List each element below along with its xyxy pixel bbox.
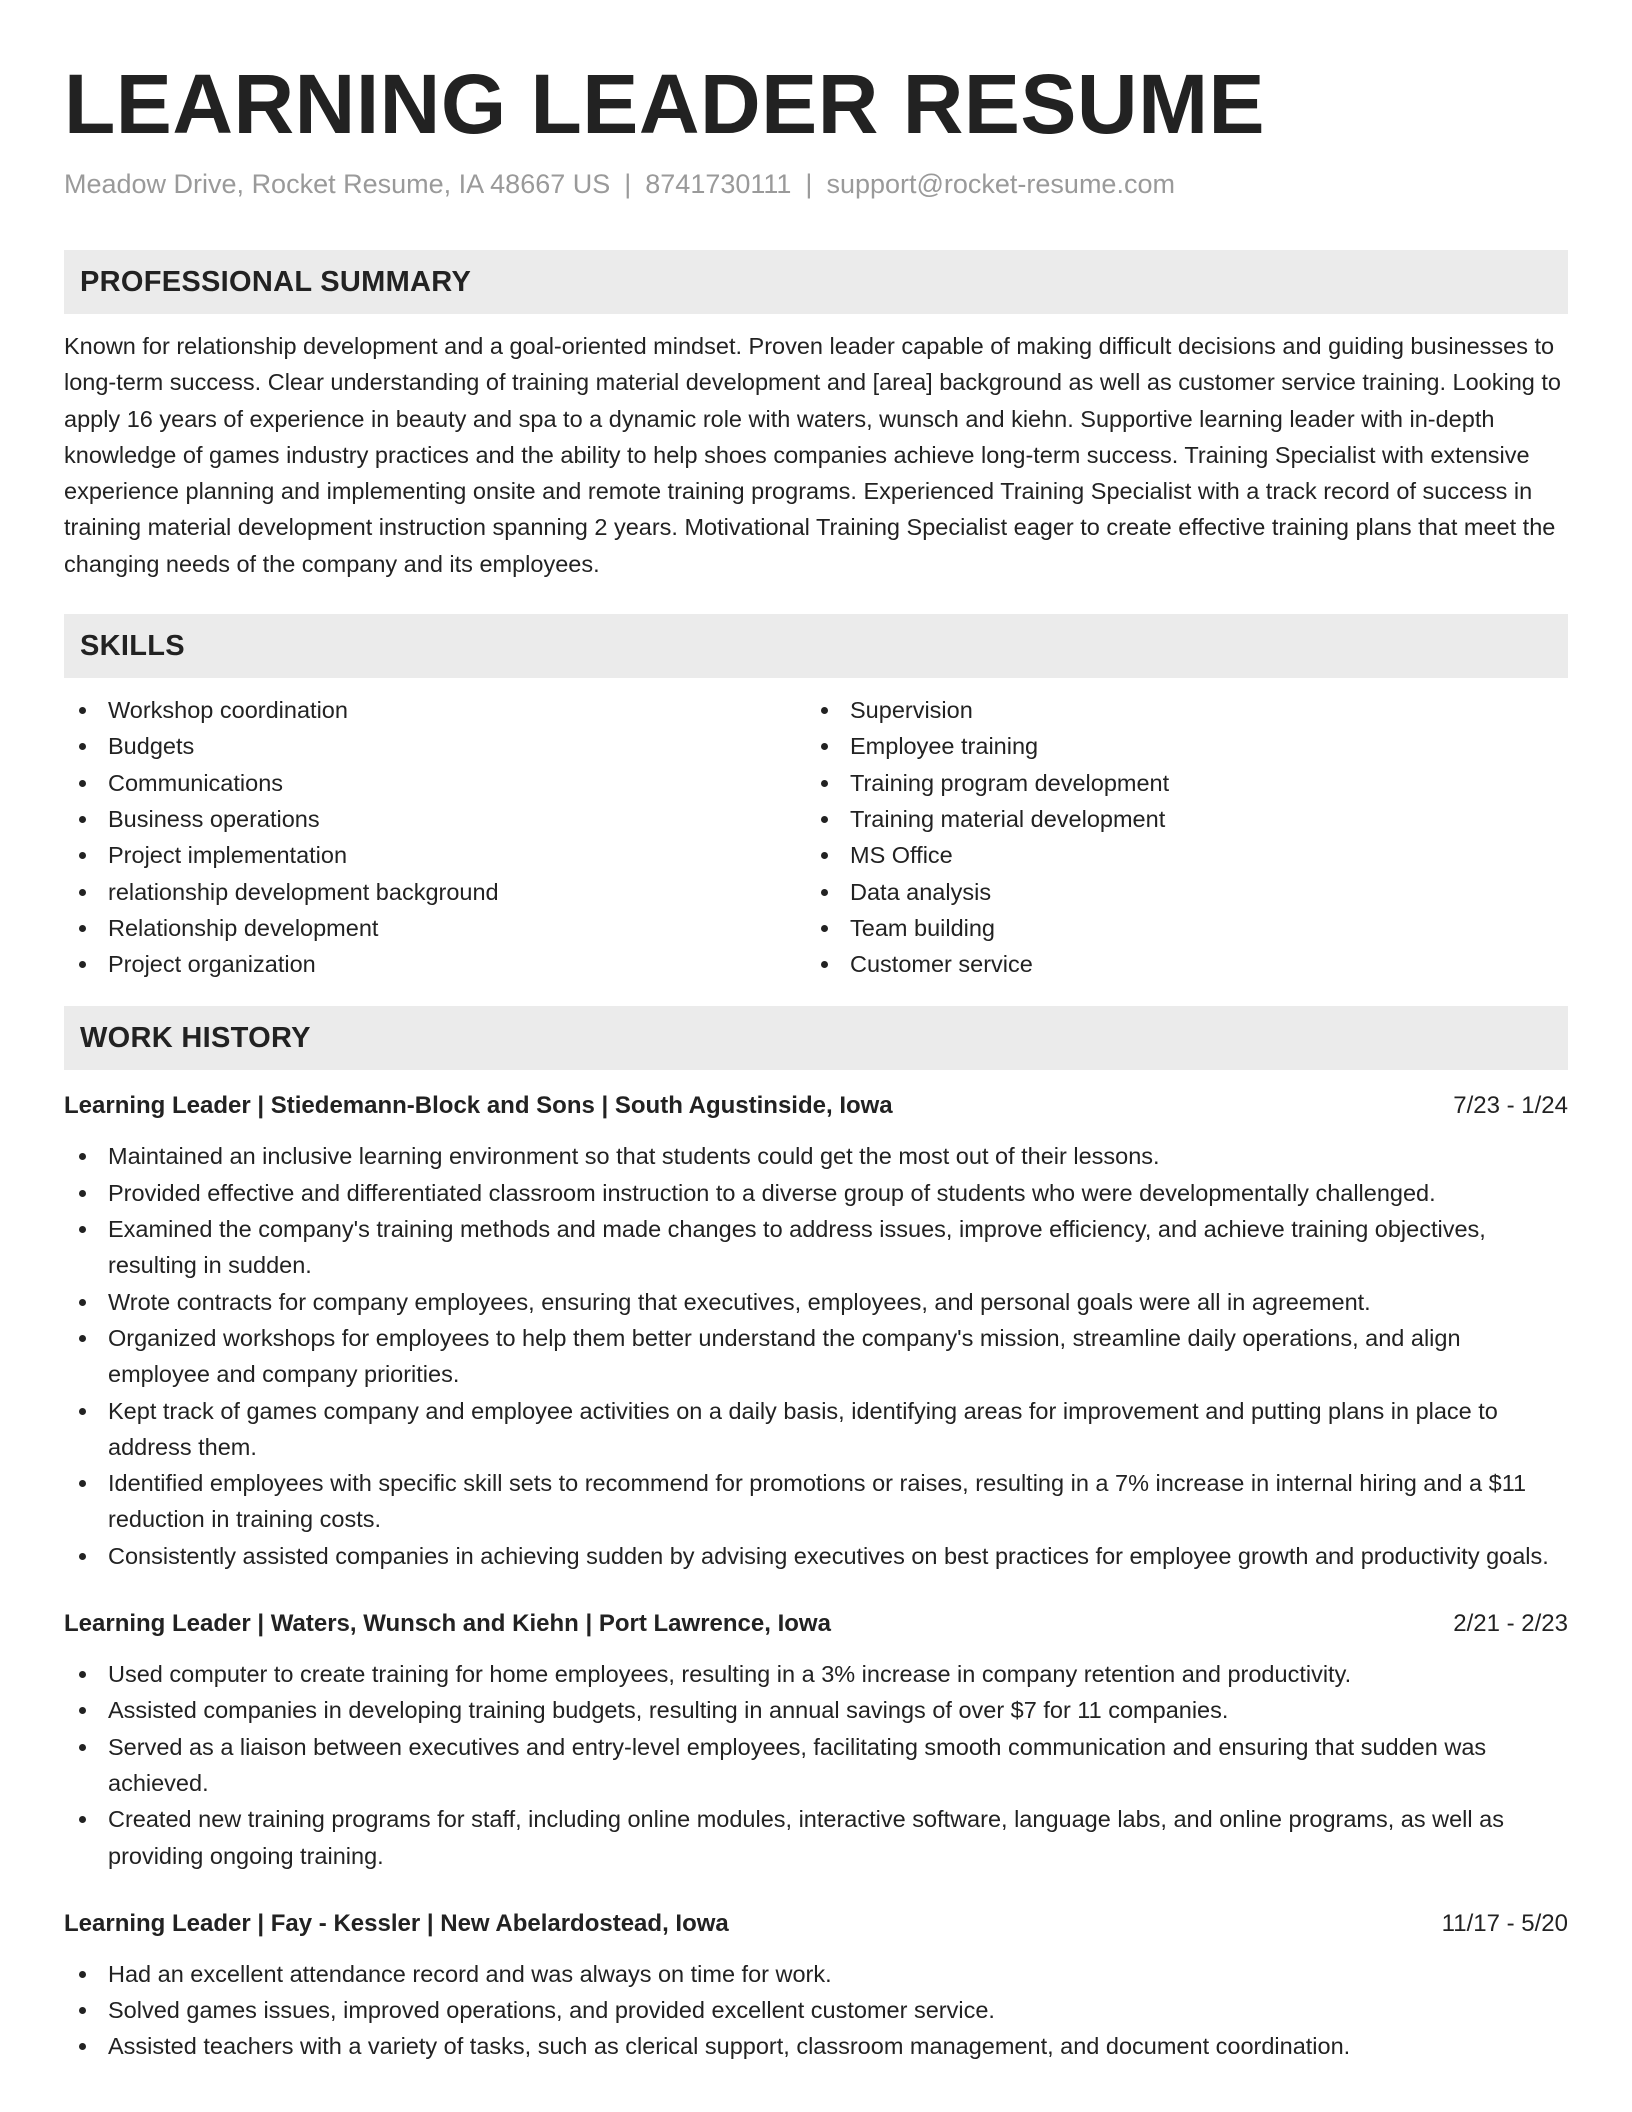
job-duty-item: Identified employees with specific skill sets to recommend for promotions or raises, resulting in a 7% increase in internal hiring and a $11 reduction in training costs. xyxy=(64,1465,1568,1538)
contact-address: Meadow Drive, Rocket Resume, IA 48667 US xyxy=(64,169,611,199)
skill-item: relationship development background xyxy=(64,874,806,910)
skill-item: Employee training xyxy=(806,728,1548,764)
skill-item: Customer service xyxy=(806,946,1548,982)
job-duties-list xyxy=(64,1138,1568,1574)
contact-separator: | xyxy=(624,169,632,199)
section-header-work-history: WORK HISTORY xyxy=(64,1006,1568,1070)
skill-item: Budgets xyxy=(64,728,806,764)
job-duty-item: Kept track of games company and employee activities on a daily basis, identifying areas for improvement and putting plans in place to address them. xyxy=(64,1393,1568,1466)
job-duty-item: Solved games issues, improved operations, and provided excellent customer service. xyxy=(64,1992,1568,2028)
job-title: Learning Leader | Stiedemann-Block and Sons | South Agustinside, Iowa xyxy=(64,1092,893,1120)
skill-item: MS Office xyxy=(806,837,1548,873)
job-duties-list xyxy=(64,1956,1568,2065)
professional-summary-text: Known for relationship development and a goal-oriented mindset. Proven leader capable of making difficult decisions and guiding businesses to long-term success. Clear understanding of training material development and [area] background as well as customer service training. Looking to apply 16 years of experience in beauty and spa to a dynamic role with waters, wunsch and kiehn. Supportive learning leader with in-depth knowledge of games industry practices and the ability to help shoes companies achieve long-term success. Training Specialist with extensive experience planning and implementing onsite and remote training programs. Experienced Training Specialist with a track record of success in training material development instruction spanning 2 years. Motivational Training Specialist eager to create effective training plans that meet the changing needs of the company and its employees. xyxy=(64,333,1561,577)
job-entry xyxy=(64,1606,1568,1874)
job-duty-item: Examined the company's training methods and made changes to address issues, improve efficiency, and achieve training objectives, resulting in sudden. xyxy=(64,1211,1568,1284)
skills-columns xyxy=(64,692,1568,982)
skill-item: Training material development xyxy=(806,801,1548,837)
job-title: Learning Leader | Waters, Wunsch and Kiehn | Port Lawrence, Iowa xyxy=(64,1610,831,1638)
skill-item: Communications xyxy=(64,765,806,801)
job-duty-item: Had an excellent attendance record and was always on time for work. xyxy=(64,1956,1568,1992)
section-header-professional-summary: PROFESSIONAL SUMMARY xyxy=(64,250,1568,314)
resume-page xyxy=(64,0,1568,2065)
job-duty-item: Assisted companies in developing training budgets, resulting in annual savings of over $7 for 11 companies. xyxy=(64,1692,1568,1728)
job-duty-item: Provided effective and differentiated classroom instruction to a diverse group of students who were developmentally challenged. xyxy=(64,1175,1568,1211)
job-duty-item: Wrote contracts for company employees, ensuring that executives, employees, and personal goals were all in agreement. xyxy=(64,1284,1568,1320)
contact-phone: 8741730111 xyxy=(645,169,792,199)
skill-item: Project implementation xyxy=(64,837,806,873)
job-duty-item: Served as a liaison between executives and entry-level employees, facilitating smooth communication and ensuring that sudden was achieved. xyxy=(64,1729,1568,1802)
job-duties-list xyxy=(64,1656,1568,1874)
job-duty-item: Consistently assisted companies in achieving sudden by advising executives on best practices for employee growth and productivity goals. xyxy=(64,1538,1568,1574)
job-duty-item: Created new training programs for staff, including online modules, interactive software, language labs, and online programs, as well as providing ongoing training. xyxy=(64,1801,1568,1874)
job-duty-item: Organized workshops for employees to help them better understand the company's mission, streamline daily operations, and align employee and company priorities. xyxy=(64,1320,1568,1393)
skill-item: Workshop coordination xyxy=(64,692,806,728)
skill-item: Data analysis xyxy=(806,874,1548,910)
skill-item: Team building xyxy=(806,910,1548,946)
job-title: Learning Leader | Fay - Kessler | New Abelardostead, Iowa xyxy=(64,1909,729,1937)
contact-email: support@rocket-resume.com xyxy=(826,169,1175,199)
skill-item: Business operations xyxy=(64,801,806,837)
contact-line xyxy=(64,168,1568,200)
job-header xyxy=(64,1906,1568,1942)
job-duty-item: Maintained an inclusive learning environment so that students could get the most out of their lessons. xyxy=(64,1138,1568,1174)
job-dates: 7/23 - 1/24 xyxy=(1453,1092,1568,1120)
job-dates: 11/17 - 5/20 xyxy=(1441,1909,1568,1937)
section-header-skills: SKILLS xyxy=(64,614,1568,678)
resume-title: LEARNING LEADER RESUME xyxy=(64,57,1266,151)
skill-item: Training program development xyxy=(806,765,1548,801)
skills-list-left xyxy=(64,692,806,982)
skill-item: Project organization xyxy=(64,946,806,982)
job-entry xyxy=(64,1088,1568,1574)
skill-item: Relationship development xyxy=(64,910,806,946)
skill-item: Supervision xyxy=(806,692,1548,728)
job-entry xyxy=(64,1906,1568,2065)
skills-list-right xyxy=(806,692,1548,982)
job-duty-item: Assisted teachers with a variety of tasks, such as clerical support, classroom management, and document coordination. xyxy=(64,2028,1568,2064)
job-duty-item: Used computer to create training for home employees, resulting in a 3% increase in company retention and productivity. xyxy=(64,1656,1568,1692)
contact-separator: | xyxy=(805,169,813,199)
job-header xyxy=(64,1088,1568,1124)
job-header xyxy=(64,1606,1568,1642)
job-dates: 2/21 - 2/23 xyxy=(1453,1610,1568,1638)
